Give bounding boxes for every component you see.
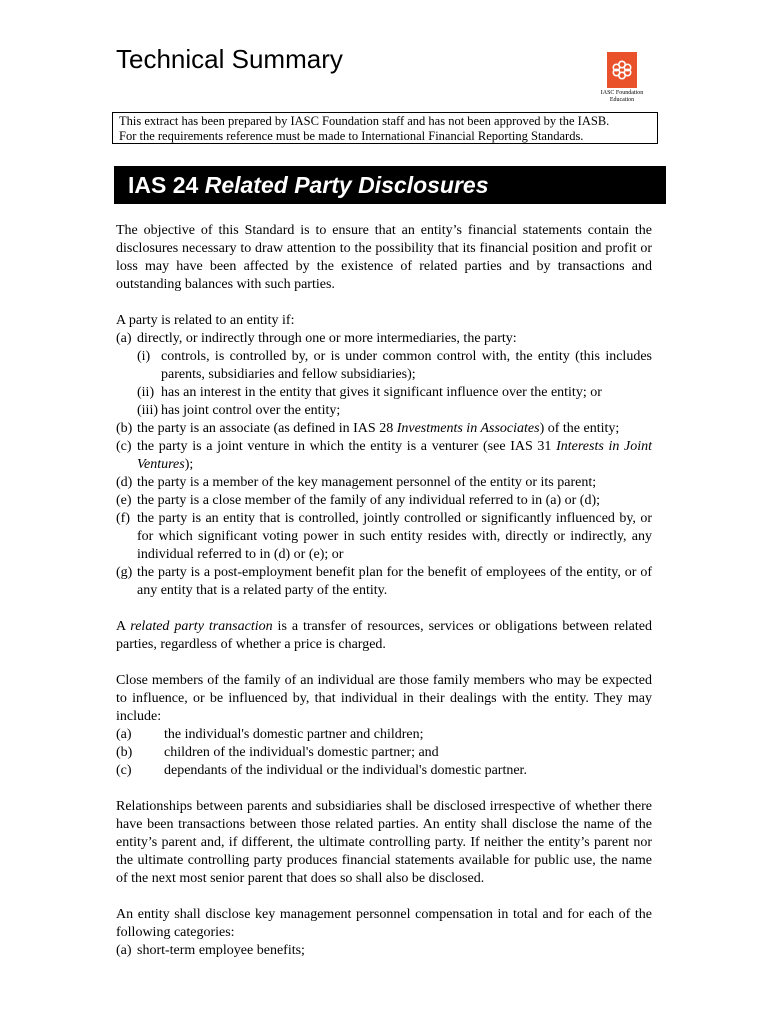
- title-italic: Related Party Disclosures: [204, 172, 489, 198]
- transaction-paragraph: A related party transaction is a transfer of resources, services or obligations between related parties, regardless of whether a price is charged.: [116, 619, 653, 652]
- list-item-a: (a) directly, or indirectly through one or more intermediaries, the party:: [116, 331, 517, 346]
- body-text: [116, 222, 652, 960]
- list-item-d: (d) the party is a member of the key management personnel of the entity or its parent;: [116, 475, 597, 490]
- related-intro: A party is related to an entity if:: [116, 313, 295, 328]
- family-item-c: (c) dependants of the individual or the individual's domestic partner.: [116, 763, 527, 778]
- objective-paragraph: The objective of this Standard is to ensure that an entity’s financial statements contain the disclosures necessary to draw attention to the possibility that its financial position and profit or loss may have been affected by the existence of related parties and by transactions and outstanding balances with such parties.: [116, 223, 652, 292]
- list-item-c: (c) the party is a joint venture in which the entity is a venturer (see IAS 31 Interests in Joint Ventures);: [116, 439, 653, 472]
- sub-item-iii: (iii) has joint control over the entity;: [137, 403, 341, 418]
- list-item-e: (e) the party is a close member of the family of any individual referred to in (a) or (d);: [116, 493, 600, 508]
- family-section: [116, 672, 652, 780]
- logo-caption: IASC Foundation Education: [600, 90, 644, 103]
- family-item-b: (b) children of the individual's domestic partner; and: [116, 745, 439, 760]
- related-party-definition: [116, 312, 652, 600]
- logo-flower-icon: [607, 52, 637, 88]
- family-intro: Close members of the family of an individual are those family members who may be expected to influence, or be influenced by, that individual in their dealings with the entity. They may include:: [116, 673, 652, 724]
- compensation-section: [116, 906, 652, 960]
- title-prefix: IAS 24: [128, 172, 205, 198]
- list-item-f: (f) the party is an entity that is controlled, jointly controlled or significantly influenced by, or for which significant voting power in such entity resides with, directly or indirectly, any individual referred to in (d) or (e); or: [116, 511, 652, 562]
- disclaimer-line-1: This extract has been prepared by IASC Foundation staff and has not been approved by the IASB.: [119, 114, 610, 128]
- sub-list: [116, 348, 652, 420]
- disclaimer-box: [112, 112, 658, 144]
- relationships-paragraph: Relationships between parents and subsidiaries shall be disclosed irrespective of whether there have been transactions between those related parties. An entity shall disclose the name of the entity’s parent and, if different, the ultimate controlling party. If neither the entity’s parent nor the ultimate controlling party produces financial statements available for public use, the name of the next most senior parent that does so shall also be disclosed.: [116, 799, 652, 886]
- page-header-title: Technical Summary: [116, 44, 343, 74]
- list-item-g: (g) the party is a post-employment benefit plan for the benefit of employees of the entity, or of any entity that is a related party of the entity.: [116, 565, 652, 598]
- disclaimer-line-2: For the requirements reference must be made to International Financial Reporting Standards.: [119, 129, 584, 143]
- sub-item-ii: (ii) has an interest in the entity that gives it significant influence over the entity; or: [137, 385, 602, 400]
- list-item-b: (b) the party is an associate (as defined in IAS 28 Investments in Associates) of the entity;: [116, 421, 620, 436]
- compensation-intro: An entity shall disclose key management personnel compensation in total and for each of the following categories:: [116, 907, 652, 940]
- sub-item-i: (i) controls, is controlled by, or is under common control with, the entity (this includes parents, subsidiaries and fellow subsidiaries);: [137, 349, 652, 382]
- compensation-item-a: (a) short-term employee benefits;: [116, 943, 305, 958]
- iasc-foundation-logo: [592, 52, 652, 104]
- family-item-a: (a) the individual's domestic partner and children;: [116, 727, 424, 742]
- standard-title-bar: [114, 166, 666, 204]
